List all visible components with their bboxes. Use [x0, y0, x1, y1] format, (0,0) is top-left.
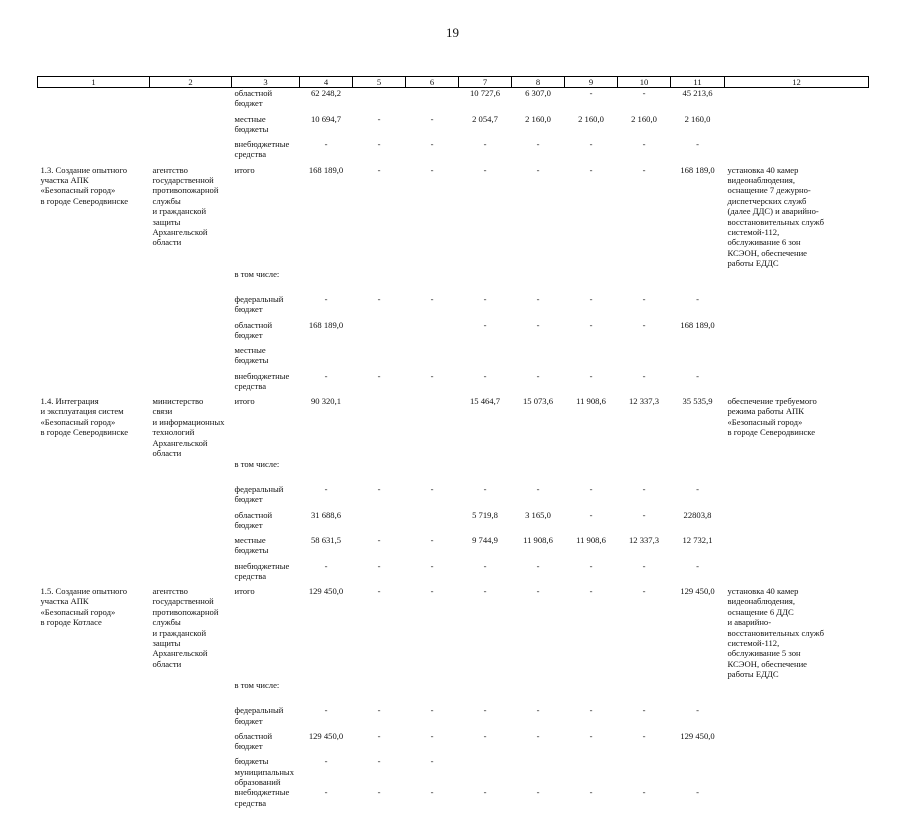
expected-result: [725, 294, 869, 320]
value-cell: -: [430, 139, 434, 149]
table-row: [38, 396, 869, 458]
table-row: [38, 535, 869, 561]
item-description: 1.4. Интеграция и эксплуатация систем «Безопасный город» в городе Северодвинске: [40, 396, 129, 438]
value-cell: -: [536, 484, 540, 494]
value-cell: [353, 510, 406, 536]
item-description: [38, 484, 150, 510]
value-cell: [459, 756, 512, 787]
responsible-agency: агентство государственной противопожарной службы и гражданской защиты Архангельской области: [152, 164, 219, 248]
responsible-agency: [150, 371, 232, 397]
value-cell: -: [483, 730, 487, 741]
expected-result: [725, 561, 869, 587]
funding-source-label: областной бюджет: [234, 319, 273, 340]
table-body: [38, 88, 869, 813]
budget-table: [37, 76, 869, 813]
funding-source-label: в том числе:: [234, 458, 280, 469]
value-cell: -: [377, 139, 381, 149]
value-cell: -: [430, 560, 434, 571]
value-cell: [512, 756, 565, 787]
table-row: [38, 165, 869, 269]
item-description: [38, 345, 150, 371]
table-row: [38, 484, 869, 510]
responsible-agency: [150, 535, 232, 561]
value-cell: -: [642, 730, 646, 741]
value-cell: 168 189,0: [308, 319, 344, 330]
item-description: [38, 114, 150, 140]
value-cell: 10 694,7: [310, 113, 342, 124]
value-cell: [565, 269, 618, 295]
value-cell: -: [536, 370, 540, 381]
value-cell: -: [696, 370, 699, 381]
value-cell: 3 165,0: [525, 509, 551, 520]
value-cell: -: [430, 294, 434, 305]
value-cell: [300, 459, 353, 485]
value-cell: [671, 345, 725, 371]
value-cell: -: [483, 370, 487, 381]
responsible-agency: [150, 731, 232, 757]
value-cell: -: [536, 139, 540, 149]
table-row: [38, 345, 869, 371]
value-cell: -: [483, 705, 487, 716]
value-cell: [618, 269, 671, 295]
funding-source-label: областной бюджет: [234, 509, 273, 530]
table-row: [38, 139, 869, 165]
value-cell: 6 307,0: [525, 88, 551, 98]
funding-source-label: в том числе:: [234, 268, 280, 279]
table-row: [38, 114, 869, 140]
budget-table-container: [37, 76, 868, 813]
value-cell: -: [377, 535, 381, 545]
responsible-agency: агентство государственной противопожарной службы и гражданской защиты Архангельской области: [152, 586, 219, 669]
expected-result: [725, 114, 869, 140]
column-header: 10: [618, 77, 671, 88]
responsible-agency: [150, 88, 232, 114]
responsible-agency: [150, 269, 232, 295]
value-cell: -: [536, 787, 540, 798]
value-cell: -: [642, 586, 646, 596]
table-row: [38, 731, 869, 757]
funding-source-label: федеральный бюджет: [234, 294, 284, 315]
value-cell: -: [642, 705, 646, 716]
value-cell: [459, 680, 512, 706]
item-description: [38, 139, 150, 165]
responsible-agency: [150, 459, 232, 485]
column-header: 5: [353, 77, 406, 88]
value-cell: -: [589, 139, 593, 149]
funding-source-label: областной бюджет: [234, 730, 273, 752]
value-cell: 2 160,0: [578, 113, 604, 124]
value-cell: 129 450,0: [308, 730, 344, 741]
expected-result: установка 40 камер видеонаблюдения, оснащение 6 ДДС и аварийно- восстановительных служб системой-112, обслуживание 5 зон КСЭОН, обеспечение работы ЕДДС: [727, 586, 824, 680]
value-cell: -: [483, 484, 487, 494]
item-description: [38, 535, 150, 561]
value-cell: -: [430, 370, 434, 381]
value-cell: -: [430, 113, 434, 124]
value-cell: -: [377, 560, 381, 571]
value-cell: -: [483, 294, 487, 305]
item-description: [38, 731, 150, 757]
value-cell: 58 631,5: [310, 535, 342, 545]
value-cell: -: [483, 164, 487, 175]
value-cell: 31 688,6: [310, 509, 342, 520]
value-cell: 62 248,2: [310, 88, 342, 98]
value-cell: -: [696, 139, 699, 149]
value-cell: [300, 680, 353, 706]
value-cell: -: [483, 560, 487, 571]
value-cell: 12 337,3: [628, 535, 660, 545]
column-number-header-row: [38, 77, 869, 88]
value-cell: [565, 680, 618, 706]
table-row: [38, 561, 869, 587]
value-cell: [406, 269, 459, 295]
item-description: [38, 680, 150, 706]
expected-result: [725, 731, 869, 757]
value-cell: -: [589, 370, 593, 381]
item-description: [38, 756, 150, 787]
expected-result: [725, 269, 869, 295]
item-description: [38, 787, 150, 813]
value-cell: -: [377, 787, 381, 798]
expected-result: [725, 345, 869, 371]
value-cell: -: [430, 164, 434, 175]
funding-source-label: внебюджетные средства: [234, 139, 290, 160]
expected-result: [725, 320, 869, 346]
responsible-agency: [150, 345, 232, 371]
value-cell: -: [642, 319, 646, 330]
value-cell: [300, 269, 353, 295]
value-cell: -: [589, 88, 593, 98]
table-row: [38, 586, 869, 680]
responsible-agency: [150, 756, 232, 787]
value-cell: 11 908,6: [576, 535, 606, 545]
value-cell: -: [377, 294, 381, 305]
value-cell: -: [642, 164, 646, 175]
value-cell: -: [536, 164, 540, 175]
value-cell: [512, 459, 565, 485]
funding-source-label: внебюджетные средства: [234, 560, 290, 581]
value-cell: [406, 510, 459, 536]
value-cell: [565, 345, 618, 371]
value-cell: [618, 459, 671, 485]
value-cell: -: [430, 586, 434, 596]
value-cell: -: [324, 787, 328, 798]
funding-source-label: внебюджетные средства: [234, 787, 290, 808]
value-cell: -: [430, 705, 434, 716]
item-description: [38, 510, 150, 536]
value-cell: -: [430, 787, 434, 798]
value-cell: -: [377, 756, 381, 767]
value-cell: -: [377, 730, 381, 741]
responsible-agency: [150, 680, 232, 706]
value-cell: -: [642, 139, 646, 149]
value-cell: -: [377, 164, 381, 175]
value-cell: -: [589, 705, 593, 716]
value-cell: -: [589, 730, 593, 741]
value-cell: [353, 345, 406, 371]
value-cell: 9 744,9: [472, 535, 498, 545]
value-cell: [671, 459, 725, 485]
value-cell: -: [377, 113, 381, 124]
value-cell: -: [377, 370, 381, 381]
value-cell: -: [377, 705, 381, 716]
value-cell: -: [430, 730, 434, 741]
value-cell: -: [324, 484, 328, 494]
value-cell: -: [589, 560, 593, 571]
table-row: [38, 294, 869, 320]
value-cell: -: [696, 705, 699, 716]
responsible-agency: [150, 510, 232, 536]
table-row: [38, 705, 869, 731]
value-cell: [353, 680, 406, 706]
value-cell: [512, 269, 565, 295]
funding-source-label: местные бюджеты: [234, 113, 269, 134]
value-cell: -: [642, 88, 646, 98]
item-description: [38, 88, 150, 114]
funding-source-label: областной бюджет: [234, 88, 273, 109]
value-cell: -: [377, 586, 381, 596]
value-cell: -: [483, 787, 487, 798]
value-cell: 168 189,0: [680, 319, 715, 330]
value-cell: -: [324, 294, 328, 305]
value-cell: -: [430, 535, 434, 545]
funding-source-label: бюджеты муниципальных образований: [234, 756, 294, 787]
value-cell: -: [536, 294, 540, 305]
value-cell: 11 908,6: [523, 535, 553, 545]
table-row: [38, 371, 869, 397]
item-description: [38, 705, 150, 731]
value-cell: -: [536, 586, 540, 596]
table-row: [38, 510, 869, 536]
value-cell: -: [324, 705, 328, 716]
value-cell: -: [589, 319, 593, 330]
responsible-agency: [150, 320, 232, 346]
value-cell: -: [324, 560, 328, 571]
value-cell: 90 320,1: [310, 396, 342, 407]
item-description: [38, 561, 150, 587]
responsible-agency: министерство связи и информационных технологий Архангельской области: [152, 396, 225, 459]
value-cell: -: [589, 294, 593, 305]
item-description: [38, 294, 150, 320]
column-header: 6: [406, 77, 459, 88]
responsible-agency: [150, 561, 232, 587]
value-cell: [565, 459, 618, 485]
value-cell: 45 213,6: [682, 88, 713, 98]
value-cell: -: [642, 509, 646, 520]
value-cell: -: [589, 164, 593, 175]
value-cell: -: [536, 319, 540, 330]
value-cell: -: [642, 294, 646, 305]
column-header: 1: [38, 77, 150, 88]
value-cell: -: [589, 484, 593, 494]
value-cell: [671, 756, 725, 787]
value-cell: [512, 680, 565, 706]
expected-result: обеспечение требуемого режима работы АПК «Безопасный город» в городе Северодвинске: [727, 396, 817, 438]
funding-source-label: федеральный бюджет: [234, 484, 284, 505]
value-cell: -: [483, 139, 487, 149]
value-cell: 35 535,9: [682, 396, 713, 407]
table-row: [38, 459, 869, 485]
expected-result: [725, 705, 869, 731]
value-cell: -: [589, 787, 593, 798]
expected-result: [725, 756, 869, 787]
value-cell: [353, 396, 406, 458]
column-header: 3: [232, 77, 300, 88]
value-cell: -: [696, 484, 699, 494]
value-cell: 2 054,7: [472, 113, 498, 124]
expected-result: [725, 787, 869, 813]
value-cell: 2 160,0: [525, 113, 551, 124]
value-cell: [618, 756, 671, 787]
column-header: 2: [150, 77, 232, 88]
value-cell: -: [324, 756, 328, 767]
value-cell: [406, 88, 459, 114]
value-cell: [406, 396, 459, 458]
funding-source-label: итого: [234, 164, 255, 175]
expected-result: [725, 88, 869, 114]
value-cell: -: [536, 730, 540, 741]
value-cell: -: [696, 787, 699, 798]
item-description: [38, 371, 150, 397]
responsible-agency: [150, 294, 232, 320]
item-description: [38, 459, 150, 485]
expected-result: установка 40 камер видеонаблюдения, оснащение 7 дежурно- диспетчерских служб (далее ДДС) и аварийно- восстановительных служб системой-112, обслуживание 6 зон КСЭОН, обеспечение работы ЕДДС: [727, 164, 824, 269]
column-header: 8: [512, 77, 565, 88]
value-cell: -: [589, 509, 593, 520]
value-cell: -: [642, 484, 646, 494]
value-cell: -: [642, 560, 646, 571]
funding-source-label: итого: [234, 586, 255, 596]
table-row: [38, 88, 869, 114]
value-cell: -: [696, 560, 699, 571]
table-row: [38, 680, 869, 706]
value-cell: [353, 320, 406, 346]
value-cell: 168 189,0: [680, 164, 715, 175]
expected-result: [725, 371, 869, 397]
table-row: [38, 756, 869, 787]
column-header: 7: [459, 77, 512, 88]
value-cell: 15 073,6: [522, 396, 554, 407]
value-cell: -: [589, 586, 593, 596]
page-number: 19: [446, 25, 459, 40]
value-cell: [459, 345, 512, 371]
value-cell: [353, 459, 406, 485]
value-cell: 129 450,0: [680, 730, 715, 741]
funding-source-label: внебюджетные средства: [234, 370, 290, 391]
item-description: 1.5. Создание опытного участка АПК «Безопасный город» в городе Котласе: [40, 586, 128, 628]
value-cell: [353, 88, 406, 114]
funding-source-label: местные бюджеты: [234, 345, 269, 366]
value-cell: 2 160,0: [684, 113, 711, 124]
value-cell: [459, 269, 512, 295]
expected-result: [725, 535, 869, 561]
expected-result: [725, 484, 869, 510]
table-row: [38, 269, 869, 295]
value-cell: [618, 680, 671, 706]
value-cell: -: [696, 294, 699, 305]
responsible-agency: [150, 787, 232, 813]
funding-source-label: в том числе:: [234, 679, 280, 690]
value-cell: -: [642, 370, 646, 381]
value-cell: [671, 680, 725, 706]
value-cell: [353, 269, 406, 295]
value-cell: [512, 345, 565, 371]
value-cell: -: [430, 756, 434, 767]
table-row: [38, 320, 869, 346]
column-header: 12: [725, 77, 869, 88]
value-cell: 12 732,1: [682, 535, 713, 545]
value-cell: 10 727,6: [469, 88, 501, 98]
column-header: 9: [565, 77, 618, 88]
value-cell: [406, 320, 459, 346]
value-cell: -: [642, 787, 646, 798]
value-cell: -: [430, 484, 434, 494]
value-cell: -: [324, 370, 328, 381]
value-cell: [618, 345, 671, 371]
funding-source-label: итого: [234, 396, 255, 407]
item-description: [38, 320, 150, 346]
value-cell: [459, 459, 512, 485]
value-cell: [300, 345, 353, 371]
value-cell: [406, 345, 459, 371]
value-cell: [406, 459, 459, 485]
value-cell: -: [536, 560, 540, 571]
value-cell: 129 450,0: [680, 586, 715, 596]
value-cell: 2 160,0: [631, 113, 657, 124]
value-cell: 15 464,7: [469, 396, 501, 407]
value-cell: 129 450,0: [308, 586, 344, 596]
item-description: 1.3. Создание опытного участка АПК «Безопасный город» в городе Северодвинске: [40, 164, 129, 206]
responsible-agency: [150, 705, 232, 731]
value-cell: 168 189,0: [308, 164, 344, 175]
funding-source-label: федеральный бюджет: [234, 705, 284, 726]
value-cell: [671, 269, 725, 295]
value-cell: 22803,8: [683, 509, 712, 520]
value-cell: 11 908,6: [576, 396, 606, 407]
value-cell: [406, 680, 459, 706]
column-header: 4: [300, 77, 353, 88]
value-cell: -: [483, 319, 487, 330]
expected-result: [725, 459, 869, 485]
column-header: 11: [671, 77, 725, 88]
value-cell: 5 719,8: [472, 509, 498, 520]
value-cell: [565, 756, 618, 787]
item-description: [38, 269, 150, 295]
expected-result: [725, 139, 869, 165]
value-cell: -: [483, 586, 487, 596]
value-cell: 12 337,3: [628, 396, 660, 407]
funding-source-label: местные бюджеты: [234, 535, 269, 556]
table-row: [38, 787, 869, 813]
expected-result: [725, 510, 869, 536]
responsible-agency: [150, 114, 232, 140]
value-cell: -: [536, 705, 540, 716]
value-cell: -: [377, 484, 381, 494]
expected-result: [725, 680, 869, 706]
responsible-agency: [150, 139, 232, 165]
responsible-agency: [150, 484, 232, 510]
value-cell: -: [324, 139, 328, 149]
